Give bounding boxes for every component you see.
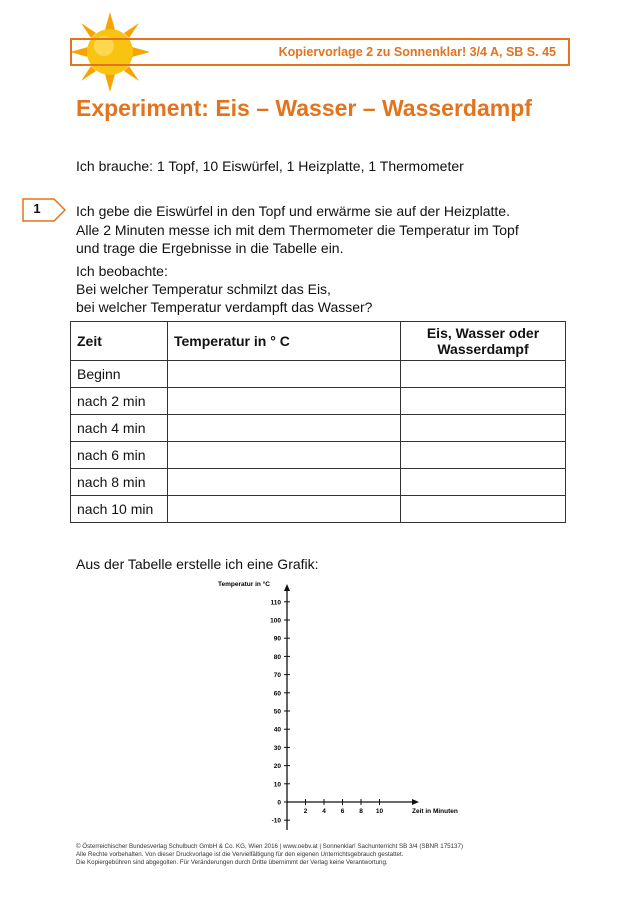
y-tick-label: 20 (273, 763, 281, 771)
step-number: 1 (33, 201, 41, 216)
state-cell[interactable] (401, 469, 566, 496)
graph-intro: Aus der Tabelle erstelle ich eine Grafik: (76, 556, 319, 572)
state-cell[interactable] (401, 442, 566, 469)
instructions (76, 202, 556, 258)
temperature-cell[interactable] (168, 496, 401, 523)
y-axis-label: Temperatur in °C (218, 581, 270, 588)
table-row (71, 496, 566, 523)
header-temperatur: Temperatur in ° C (168, 322, 401, 361)
table-row (71, 442, 566, 469)
y-tick-label: 60 (273, 690, 281, 698)
y-tick-label: 40 (273, 726, 281, 734)
footer (76, 843, 596, 867)
observe-line: bei welcher Temperatur verdampft das Wasser? (76, 299, 373, 315)
state-cell[interactable] (401, 496, 566, 523)
x-tick-label: 6 (340, 808, 345, 815)
state-cell[interactable] (401, 361, 566, 388)
y-tick-label: 110 (270, 599, 281, 607)
x-axis-arrow (412, 799, 419, 805)
y-tick-label: 10 (273, 781, 281, 789)
row-label: Beginn (71, 361, 168, 388)
y-tick-label: 0 (277, 799, 281, 807)
table-header-row (71, 322, 566, 361)
table-row (71, 388, 566, 415)
footer-line: Die Kopiergebühren sind abgegolten. Für Veränderungen durch Dritte übernimmt der Verlag keine Verantwortung. (76, 859, 388, 866)
x-tick-label: 8 (359, 808, 363, 815)
temperature-cell[interactable] (168, 415, 401, 442)
empty-graph[interactable] (200, 576, 480, 838)
observe-line: Bei welcher Temperatur schmilzt das Eis, (76, 281, 331, 297)
page-title: Experiment: Eis – Wasser – Wasserdampf (76, 95, 532, 121)
temperature-cell[interactable] (168, 388, 401, 415)
header-zeit: Zeit (71, 322, 168, 361)
observe-line: Ich beobachte: (76, 263, 168, 279)
y-tick-label: 70 (273, 672, 281, 680)
y-tick-label: 30 (273, 744, 281, 752)
row-label: nach 2 min (71, 388, 168, 415)
observe-block (76, 262, 556, 316)
x-tick-label: 4 (322, 808, 326, 815)
header-title: Kopiervorlage 2 zu Sonnenklar! 3/4 A, SB S. 45 (278, 45, 556, 59)
y-tick-label: 100 (270, 617, 281, 625)
y-tick-label: 80 (273, 653, 281, 661)
materials-text: Ich brauche: 1 Topf, 10 Eiswürfel, 1 Heizplatte, 1 Thermometer (76, 158, 464, 174)
y-axis-arrow (284, 584, 290, 591)
row-label: nach 8 min (71, 469, 168, 496)
row-label: nach 6 min (71, 442, 168, 469)
row-label: nach 4 min (71, 415, 168, 442)
y-tick-label: -10 (271, 817, 281, 825)
instruction-line: Alle 2 Minuten messe ich mit dem Thermometer die Temperatur im Topf (76, 221, 519, 238)
table-row (71, 361, 566, 388)
instruction-line: Ich gebe die Eiswürfel in den Topf und erwärme sie auf der Heizplatte. (76, 203, 510, 219)
footer-line: Alle Rechte vorbehalten. Von dieser Druckvorlage ist die Vervielfältigung für den eigenen Unterrichtsgebrauch gestattet. (76, 851, 404, 858)
header-box (70, 38, 570, 66)
state-cell[interactable] (401, 388, 566, 415)
x-axis-label: Zeit in Minuten (412, 808, 458, 815)
table-row (71, 469, 566, 496)
row-label: nach 10 min (71, 496, 168, 523)
table-row (71, 415, 566, 442)
x-tick-label: 10 (375, 808, 384, 815)
x-tick-label: 2 (303, 808, 308, 815)
y-tick-label: 50 (273, 708, 281, 716)
results-table (70, 321, 566, 523)
footer-line: © Österreichischer Bundesverlag Schulbuch GmbH & Co. KG, Wien 2016 | www.oebv.at | Sonnenklar! Sachunterricht SB 3/4 (SBNR 175137) (76, 843, 463, 850)
temperature-cell[interactable] (168, 442, 401, 469)
state-cell[interactable] (401, 415, 566, 442)
y-tick-label: 90 (273, 635, 281, 643)
instruction-line: und trage die Ergebnisse in die Tabelle ein. (76, 240, 344, 256)
temperature-cell[interactable] (168, 469, 401, 496)
header-zustand: Eis, Wasser oder Wasserdampf (401, 322, 566, 361)
temperature-cell[interactable] (168, 361, 401, 388)
